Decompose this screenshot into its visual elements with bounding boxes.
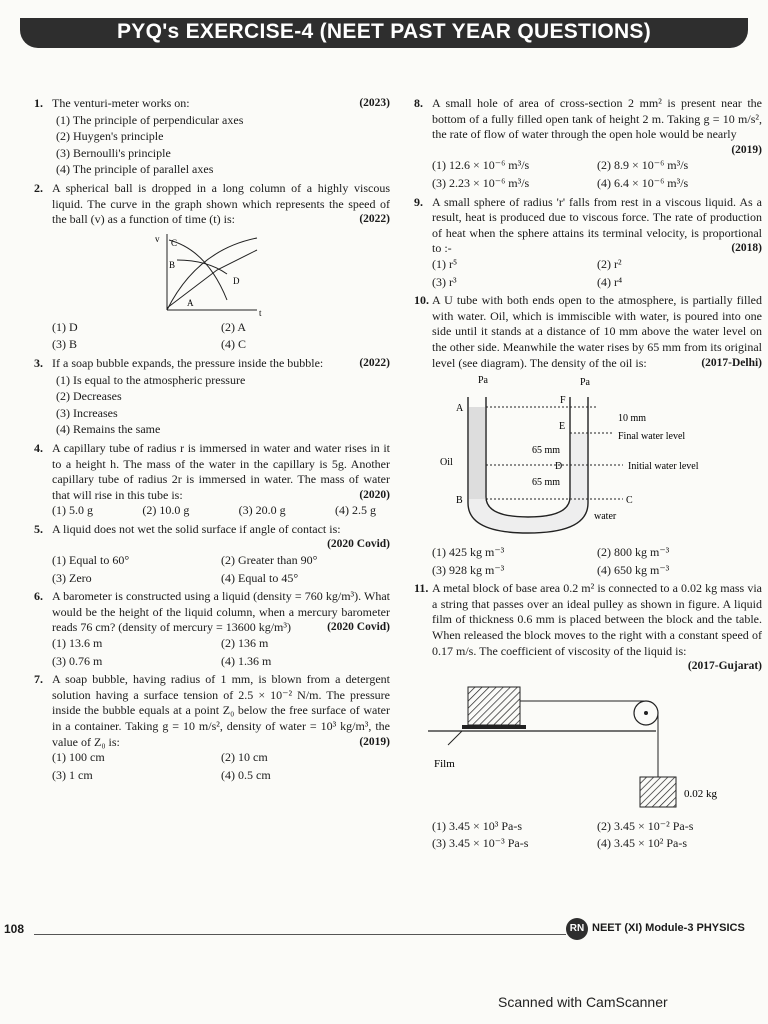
- label-b: B: [456, 495, 463, 507]
- label-water: water: [594, 511, 617, 523]
- question-year: (2023): [359, 97, 390, 109]
- option: (4) 650 kg m⁻³: [597, 562, 670, 577]
- curve-d: [177, 260, 227, 274]
- question-6: [34, 589, 390, 669]
- label-b: B: [169, 259, 176, 270]
- label-c: C: [171, 237, 178, 248]
- scanner-watermark: Scanned with CamScanner: [498, 994, 668, 1010]
- option: (4) Equal to 45°: [221, 570, 299, 585]
- option: (3) 1 cm: [52, 767, 93, 782]
- footer-divider: [34, 934, 566, 935]
- question-11: [414, 581, 762, 852]
- option: (2) Greater than 90°: [221, 553, 318, 568]
- label-oil: Oil: [440, 457, 453, 469]
- option: (2) 10.0 g: [142, 503, 190, 518]
- left-column: [34, 96, 390, 786]
- option: (1) The principle of perpendicular axes: [56, 112, 244, 127]
- options: [52, 750, 390, 783]
- option: (2) Huygen's principle: [56, 129, 164, 144]
- metal-block: [468, 687, 520, 725]
- block-pulley-diagram: [428, 677, 748, 817]
- header-banner: [20, 18, 748, 48]
- question-number: 4.: [34, 440, 43, 455]
- options: [52, 636, 390, 669]
- question-year: (2020 Covid): [327, 621, 390, 634]
- question-number: 5.: [34, 521, 43, 536]
- option: (3) Zero: [52, 570, 92, 585]
- option: (4) The principle of parallel axes: [56, 162, 214, 177]
- question-year: (2017-Delhi): [701, 356, 762, 369]
- question-9: [414, 195, 762, 291]
- options: [52, 503, 376, 519]
- label-10mm: 10 mm: [618, 413, 647, 425]
- question-number: 10.: [414, 293, 429, 308]
- question-year: (2017-Gujarat): [687, 660, 762, 673]
- option: (3) 928 kg m⁻³: [432, 562, 505, 577]
- option: (2) 800 kg m⁻³: [597, 545, 670, 560]
- options: [432, 819, 762, 852]
- question-number: 8.: [414, 96, 423, 110]
- option: (3) 3.45 × 10⁻³ Pa-s: [432, 836, 529, 851]
- option: (3) Bernoulli's principle: [56, 145, 171, 160]
- question-number: 7.: [34, 672, 43, 687]
- question-4: [34, 441, 390, 519]
- option: (2) 10 cm: [221, 750, 268, 765]
- label-c: C: [626, 495, 633, 507]
- options: [56, 373, 390, 438]
- question-text: A capillary tube of radius r is immersed in water and water rises in it to a height h. The mass of the water in the capillary is 5g. Another capillary tube of radius 2r is immersed in water. The mass of water that will rise in this tube is:: [52, 440, 390, 502]
- page-title: PYQ's EXERCISE-4 (NEET PAST YEAR QUESTIONS): [116, 20, 652, 43]
- option: (3) Increases: [56, 405, 118, 420]
- option: (3) 20.0 g: [238, 503, 286, 518]
- question-text: A small sphere of radius 'r' falls from rest in a viscous liquid. As a result, heat is produced due to viscous force. The rate of production of heat when the sphere attains its terminal velocity, is proportional to :-: [432, 194, 762, 256]
- option: (1) Is equal to the atmospheric pressure: [56, 372, 246, 387]
- option: (1) 13.6 m: [52, 636, 103, 651]
- option: (2) 8.9 × 10⁻⁶ m³/s: [597, 158, 689, 173]
- pa-right-label: Pa: [580, 377, 590, 389]
- label-mass: 0.02 kg: [684, 787, 717, 800]
- label-final-level: Final water level: [618, 431, 686, 443]
- option: (4) r⁴: [597, 274, 623, 289]
- option: (3) 2.23 × 10⁻⁶ m³/s: [432, 175, 530, 190]
- option: (2) 3.45 × 10⁻² Pa-s: [597, 818, 694, 833]
- options: [52, 553, 390, 586]
- option: (1) Equal to 60°: [52, 553, 130, 568]
- page-number: 108: [4, 922, 25, 936]
- options: [56, 113, 390, 178]
- liquid-film: [462, 725, 526, 729]
- question-year: (2022): [359, 356, 390, 369]
- question-5: [34, 522, 390, 586]
- options: [432, 257, 762, 290]
- label-film: Film: [434, 757, 455, 770]
- publisher-logo-icon: RN: [566, 918, 588, 940]
- option: (3) B: [52, 337, 77, 352]
- option: (1) 3.45 × 10³ Pa-s: [432, 818, 523, 833]
- label-65mm-b: 65 mm: [532, 477, 561, 489]
- label-e: E: [559, 421, 566, 433]
- label-65mm-a: 65 mm: [532, 445, 561, 457]
- options: [432, 545, 762, 578]
- question-number: 6.: [34, 589, 43, 604]
- option: (1) D: [52, 319, 78, 334]
- option: (2) 136 m: [221, 636, 269, 651]
- question-number: 1.: [34, 96, 43, 110]
- u-tube-diagram: [438, 373, 738, 543]
- question-text: If a soap bubble expands, the pressure inside the bubble:: [52, 355, 324, 370]
- option: (2) r²: [597, 256, 622, 271]
- question-text: A U tube with both ends open to the atmosphere, is partially filled with water. Oil, which is immiscible with water, is poured into one side until it stands at a distance of 10 mm above the water level on the other side. Meanwhile the water rises by 65 mm from its original level (see diagram). The density of the oil is:: [432, 293, 762, 370]
- t-label: t: [259, 307, 262, 318]
- curve-b: [167, 250, 257, 308]
- question-number: 2.: [34, 180, 43, 195]
- question-text: A metal block of base area 0.2 m² is connected to a 0.02 kg mass via a string that passes over an ideal pulley as shown in figure. A liquid film of thickness 0.6 mm is placed between the block and the table. When released the block moves to the right with a constant speed of 0.17 m/s. The coefficient of viscosity of the liquid is:: [432, 581, 762, 658]
- question-number: 11.: [414, 581, 429, 596]
- option: (1) 100 cm: [52, 750, 105, 765]
- option: (4) 3.45 × 10² Pa-s: [597, 836, 688, 851]
- film-pointer: [448, 731, 462, 745]
- question-year: (2020): [359, 488, 390, 501]
- velocity-time-graph: [147, 230, 277, 318]
- question-year: (2019): [731, 143, 762, 156]
- question-year: (2018): [731, 242, 762, 255]
- question-text: A soap bubble, having radius of 1 mm, is blown from a detergent solution having a surface tension of 2.5 × 10⁻² N/m. The pressure inside the bubble equals at a point Z₀ below the free surface of water in a container. Taking g = 10 m/s², density of water = 10³ kg/m³, the value of Z₀ is:: [52, 672, 390, 749]
- question-3: [34, 356, 390, 438]
- pa-left-label: Pa: [478, 375, 488, 387]
- option: (1) 5.0 g: [52, 503, 93, 518]
- question-text: A barometer is constructed using a liquid (density = 760 kg/m³). What would be the height of the liquid column, when a mercury barometer reads 76 cm? (density of mercury = 13600 kg/m³): [52, 589, 390, 635]
- question-10: [414, 293, 762, 578]
- v-label: v: [155, 233, 160, 244]
- right-column: [414, 96, 762, 855]
- options: [52, 320, 390, 353]
- pulley-axle: [644, 711, 648, 715]
- label-d: D: [233, 275, 240, 286]
- question-7: [34, 672, 390, 783]
- label-a: A: [456, 403, 464, 415]
- hanging-mass: [640, 777, 676, 807]
- option: (3) 0.76 m: [52, 653, 103, 668]
- option: (4) C: [221, 337, 246, 352]
- option: (1) 12.6 × 10⁻⁶ m³/s: [432, 158, 530, 173]
- question-year: (2019): [359, 735, 390, 748]
- label-initial-level: Initial water level: [628, 461, 699, 473]
- option: (4) 6.4 × 10⁻⁶ m³/s: [597, 175, 689, 190]
- module-title: NEET (XI) Module-3 PHYSICS: [592, 922, 745, 934]
- question-2: [34, 181, 390, 353]
- question-text: A liquid does not wet the solid surface if angle of contact is:: [52, 521, 341, 536]
- question-year: (2020 Covid): [327, 538, 390, 551]
- option: (4) 2.5 g: [334, 503, 376, 518]
- question-text: The venturi-meter works on:: [52, 96, 190, 110]
- question-number: 9.: [414, 194, 423, 209]
- question-text: A spherical ball is dropped in a long column of a highly viscous liquid. The curve in the graph shown which represents the speed of the ball (v) as a function of time (t) is:: [52, 180, 390, 227]
- question-text: A small hole of area of cross-section 2 mm² is present near the bottom of a fully filled open tank of height 2 m. Taking g = 10 m/s², the rate of flow of water through the open hole would be nearly: [432, 96, 762, 142]
- label-d: D: [555, 461, 563, 473]
- option: (2) A: [221, 319, 246, 334]
- options: [432, 158, 762, 191]
- label-f: F: [560, 395, 566, 407]
- question-1: [34, 96, 390, 178]
- option: (2) Decreases: [56, 389, 122, 404]
- question-8: [414, 96, 762, 192]
- option: (1) r⁵: [432, 256, 458, 271]
- option: (1) 425 kg m⁻³: [432, 545, 505, 560]
- option: (4) Remains the same: [56, 422, 161, 437]
- oil-column: [469, 407, 485, 499]
- option: (4) 0.5 cm: [221, 767, 271, 782]
- option: (4) 1.36 m: [221, 653, 272, 668]
- option: (3) r³: [432, 274, 457, 289]
- question-number: 3.: [34, 355, 43, 370]
- label-a: A: [187, 297, 194, 308]
- question-year: (2022): [359, 213, 390, 226]
